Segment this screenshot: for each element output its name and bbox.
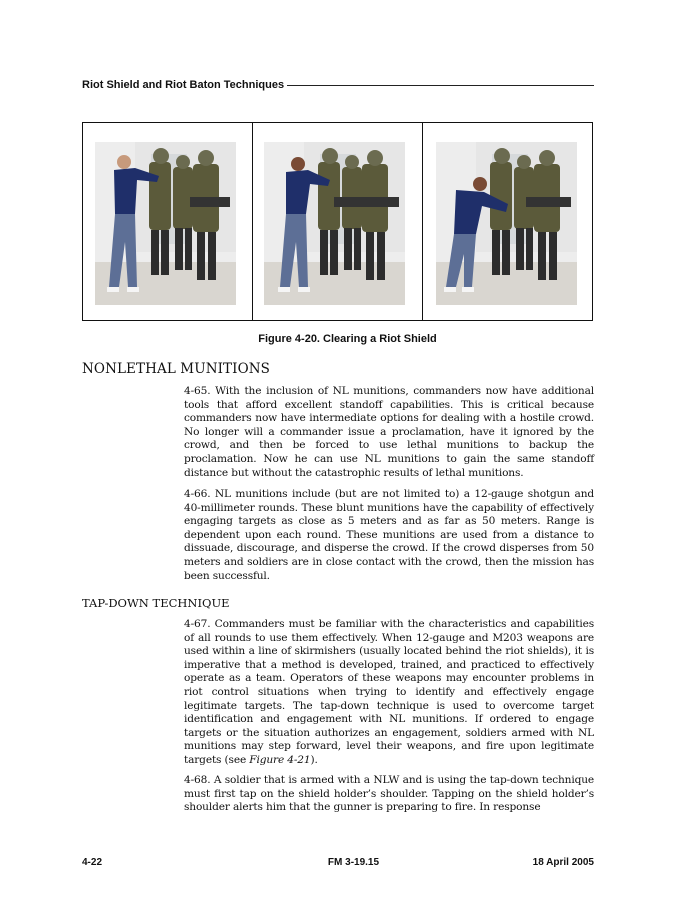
figure-4-21-reference: Figure 4-21: [249, 753, 311, 766]
paragraph-4-67-text: 4-67. Commanders must be familiar with the characteristics and capabilities of all rounds to use them effectively. When 12-gauge and M203 weapons are used within a line of skirmishers (usually located behind the riot shields), it is imperative that a method is developed, trained, and practiced to effectively operate as a team. Operators of these weapons may encounter problems in riot control situations when trying to identify and effectively engage legitimate targets. The tap-down technique is used to overcome target identification and engagement with NL munitions. If ordered to engage targets or the situation authorizes an engagement, soldiers armed with NL munitions may step forward, level their weapons, and fire upon legitimate targets (see: [184, 618, 594, 766]
figure-caption: Figure 4-20. Clearing a Riot Shield: [258, 333, 437, 345]
paragraph-4-68: 4-68. A soldier that is armed with a NLW and is using the tap-down technique must first tap on the shield holder’s shoulder. Tapping on the shield holder’s shoulder alerts him that the gunner is preparing to fire. In response: [184, 774, 594, 814]
paragraph-4-65: 4-65. With the inclusion of NL munitions, commanders now have additional tools that afford excellent standoff capabilities. This is critical because commanders now have intermediate options for dealing with a hostile crowd. No longer will a commander issue a proclamation, have it ignored by the crowd, and then be forced to use lethal munitions to backup the proclamation. Now he can use NL munitions to gain the same standoff distance but without the catastrophic results of lethal munitions.: [184, 385, 594, 479]
footer-date: 18 April 2005: [532, 857, 594, 868]
footer-page-number: 4-22: [82, 857, 103, 868]
figure-panel-1: [83, 123, 253, 320]
section-heading-nonlethal-munitions: NONLETHAL MUNITIONS: [82, 361, 271, 377]
subsection-heading-tap-down: TAP-DOWN TECHNIQUE: [82, 596, 230, 610]
header-rule: [287, 85, 594, 86]
running-header-title: Riot Shield and Riot Baton Techniques: [82, 79, 285, 91]
paragraph-4-67: [184, 618, 594, 768]
photo-clearing-shield-step-3: [436, 142, 577, 305]
figure-4-20-frame: [82, 122, 593, 321]
photo-illustration-3: [436, 142, 577, 305]
paragraph-4-66: 4-66. NL munitions include (but are not limited to) a 12-gauge shotgun and 40-millimeter rounds. These blunt munitions have the capability of effectively engaging targets as close as 5 meters and as far as 50 meters. Range is dependent upon each round. These munitions are used from a distance to dissuade, discourage, and disperse the crowd. If the crowd disperses from 50 meters and soldiers are in close contact with the crowd, then the mission has been successful.: [184, 488, 594, 582]
photo-illustration-2: [264, 142, 405, 305]
photo-illustration-1: [95, 142, 236, 305]
figure-panel-3: [423, 123, 592, 320]
paragraph-4-67-end: ).: [310, 753, 318, 766]
photo-clearing-shield-step-2: [264, 142, 405, 305]
photo-clearing-shield-step-1: [95, 142, 236, 305]
footer-document-id: FM 3-19.15: [327, 857, 380, 868]
figure-panel-2: [253, 123, 423, 320]
